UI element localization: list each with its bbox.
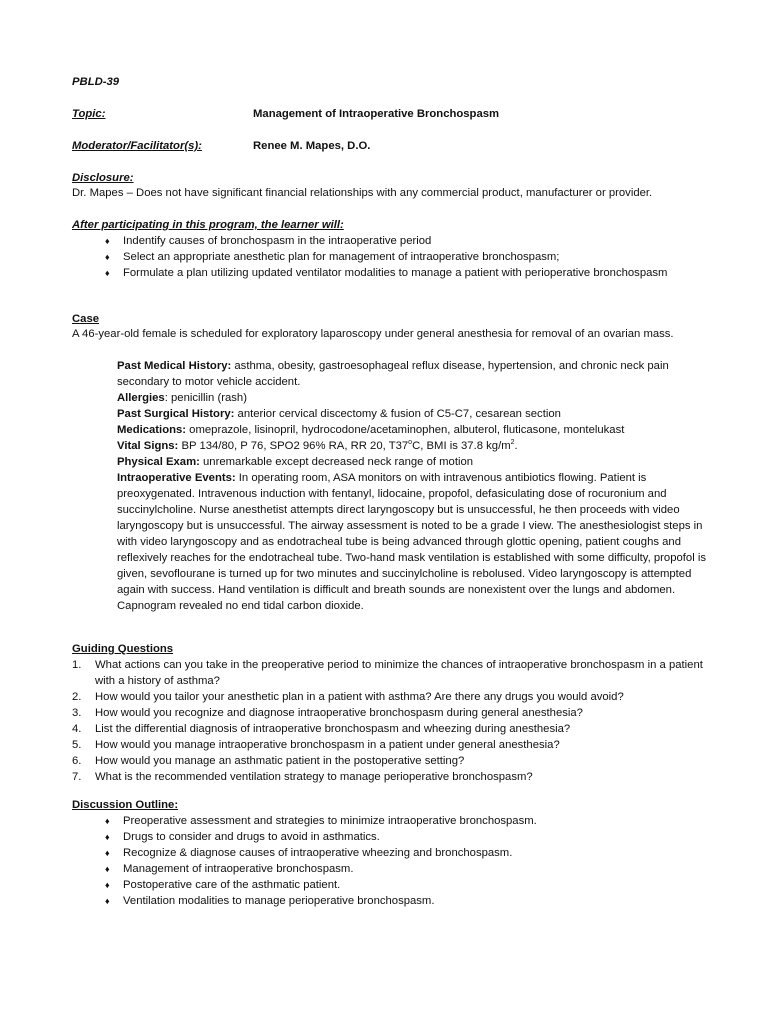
- medications: Medications: omeprazole, lisinopril, hydrocodone/acetaminophen, albuterol, fluticasone, montelukast: [117, 424, 625, 436]
- document-code: PBLD-39: [72, 76, 120, 88]
- moderator-label: Moderator/Facilitator(s):: [72, 140, 202, 152]
- list-item: 4. List the differential diagnosis of intraoperative bronchospasm and wheezing during anesthesia?: [72, 723, 571, 735]
- list-item: ♦ Management of intraoperative bronchospasm.: [105, 863, 354, 875]
- list-item: 5. How would you manage intraoperative bronchospasm in a patient under general anesthesia?: [72, 739, 560, 751]
- diamond-bullet-icon: ♦: [105, 252, 110, 262]
- list-item: ♦ Recognize & diagnose causes of intraoperative wheezing and bronchospasm.: [105, 847, 513, 859]
- topic-label: Topic:: [72, 108, 106, 120]
- diamond-bullet-icon: ♦: [105, 816, 110, 826]
- case-heading: Case: [72, 313, 100, 325]
- objectives-list: [72, 233, 712, 281]
- diamond-bullet-icon: ♦: [105, 236, 110, 246]
- topic-value: Management of Intraoperative Bronchospasm: [253, 108, 500, 120]
- physical-exam: Physical Exam: unremarkable except decreased neck range of motion: [117, 456, 474, 468]
- diamond-bullet-icon: ♦: [105, 848, 110, 858]
- list-item: 6. How would you manage an asthmatic patient in the postoperative setting?: [72, 755, 465, 767]
- list-item: ♦ Preoperative assessment and strategies to minimize intraoperative bronchospasm.: [105, 815, 537, 827]
- vital-signs: Vital Signs: BP 134/80, P 76, SPO2 96% RA, RR 20, T37$^o$C, BMI is 37.8 $kg/m^2$.: [117, 439, 518, 452]
- diamond-bullet-icon: ♦: [105, 864, 110, 874]
- list-item: ♦ Select an appropriate anesthetic plan for management of intraoperative bronchospasm;: [105, 251, 560, 263]
- diamond-bullet-icon: ♦: [105, 896, 110, 906]
- past-surgical-history: Past Surgical History: anterior cervical discectomy & fusion of C5-C7, cesarean section: [117, 408, 561, 420]
- intraoperative-events: Intraoperative Events: In operating room, ASA monitors on with intravenous antibiotics flowing. Patient is preoxygenated. Intravenous induction with fentanyl, lidocaine, propofol, defasiculating dose of rocuronium and succinylcholine. Nurse anesthetist attempts direct laryngoscopy but is unsuccessful, he then proceeds with video laryngoscopy but is unsuccessful. The airway assessment is noted to be a grade I view. The anesthesiologist steps in with video laryngoscopy and as endotracheal tube is being advanced through glottic opening, patient coughs and reflexively reaches for the endotracheal tube. Two-hand mask ventilation is established with some difficulty, propofol is given, sevoflourane is turned up for two minutes and succinylcholine is rebolused. Video laryngoscopy is attempted again with success. Hand ventilation is difficult and breath sounds are nonexistent over the lungs and abdomen. Capnogram revealed no end tidal carbon dioxide.: [117, 472, 707, 612]
- objectives-heading: After participating in this program, the learner will:: [72, 219, 344, 231]
- case-intro: A 46-year-old female is scheduled for exploratory laparoscopy under general anesthesia for removal of an ovarian mass.: [72, 328, 674, 340]
- list-item: 1. What actions can you take in the preoperative period to minimize the chances of intraoperative bronchospasm in a patient with a history of asthma?: [72, 659, 703, 687]
- diamond-bullet-icon: ♦: [105, 268, 110, 278]
- list-item: ♦ Drugs to consider and drugs to avoid in asthmatics.: [105, 831, 380, 843]
- list-item: ♦ Formulate a plan utilizing updated ventilator modalities to manage a patient with perioperative bronchospasm: [105, 267, 668, 279]
- list-item: 7. What is the recommended ventilation strategy to manage perioperative bronchospasm?: [72, 771, 533, 783]
- moderator-value: Renee M. Mapes, D.O.: [253, 140, 371, 152]
- disclosure-heading: Disclosure:: [72, 172, 134, 184]
- past-medical-history: Past Medical History: asthma, obesity, gastroesophageal reflux disease, hypertension, and chronic neck pain secondary to motor vehicle accident.: [117, 360, 669, 388]
- outline-list: [72, 813, 712, 909]
- diamond-bullet-icon: ♦: [105, 880, 110, 890]
- diamond-bullet-icon: ♦: [105, 832, 110, 842]
- outline-heading: Discussion Outline:: [72, 799, 179, 811]
- allergies: Allergies: penicillin (rash): [117, 392, 247, 404]
- questions-list: [72, 657, 712, 785]
- list-item: 2. How would you tailor your anesthetic plan in a patient with asthma? Are there any drugs you would avoid?: [72, 691, 624, 703]
- list-item: ♦ Postoperative care of the asthmatic patient.: [105, 879, 341, 891]
- list-item: 3. How would you recognize and diagnose intraoperative bronchospasm during general anesthesia?: [72, 707, 583, 719]
- list-item: ♦ Ventilation modalities to manage perioperative bronchospasm.: [105, 895, 435, 907]
- questions-heading: Guiding Questions: [72, 643, 174, 655]
- disclosure-text: Dr. Mapes – Does not have significant financial relationships with any commercial product, manufacturer or provider.: [72, 187, 653, 199]
- case-details: [117, 358, 707, 614]
- list-item: ♦ Indentify causes of bronchospasm in the intraoperative period: [105, 235, 432, 247]
